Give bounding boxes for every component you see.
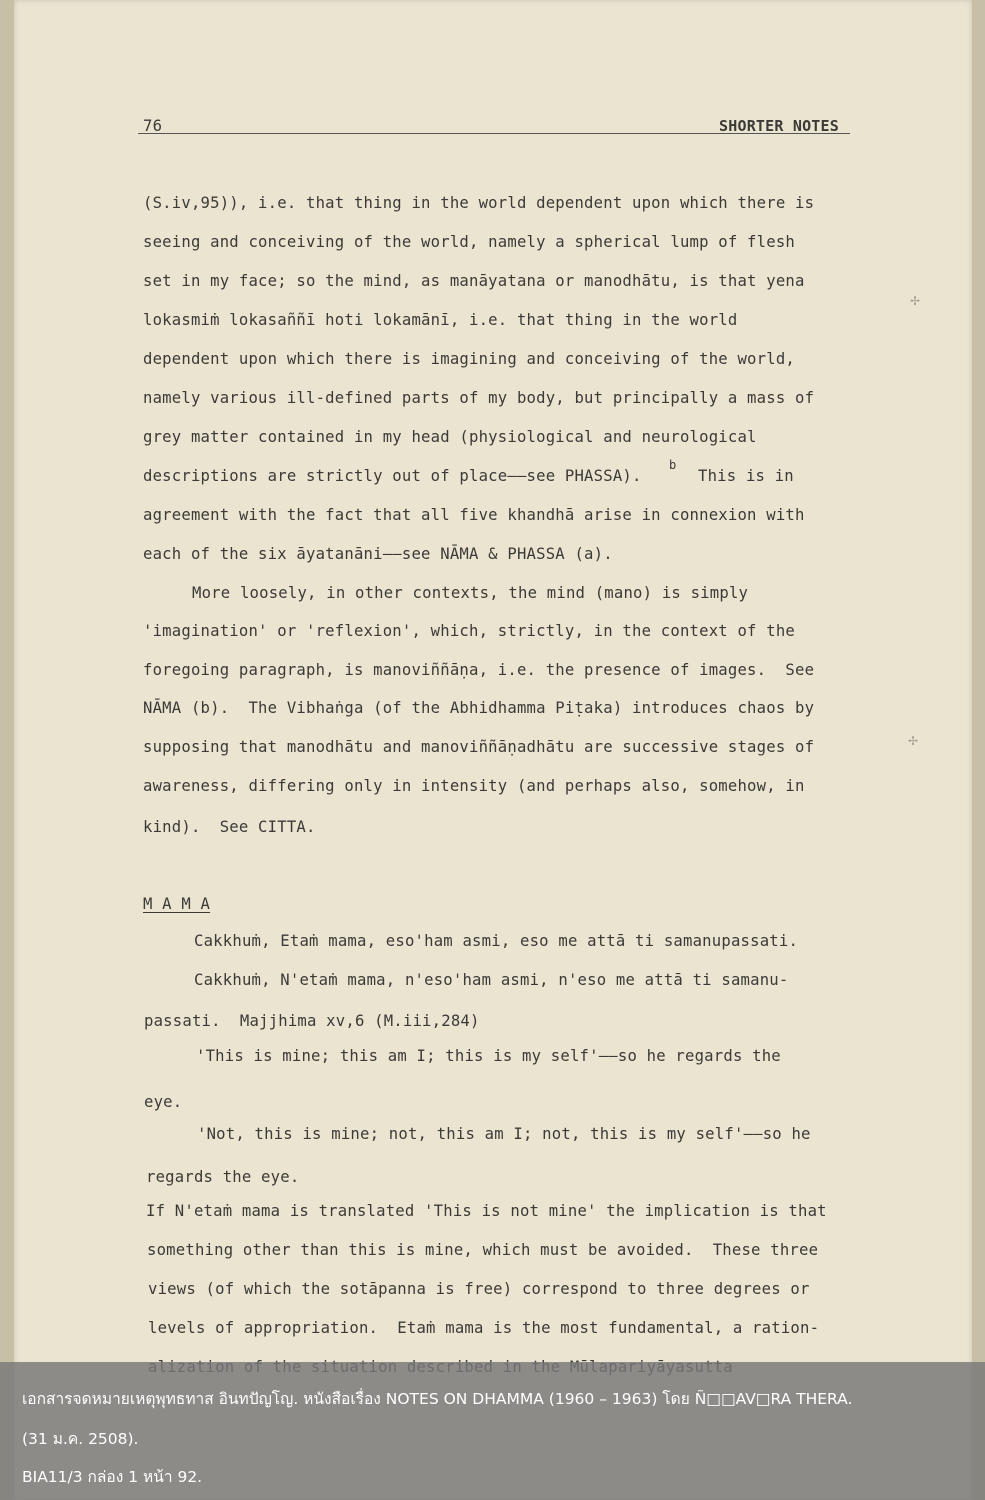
caption-line: (31 ม.ค. 2508).: [22, 1430, 139, 1448]
body-line: agreement with the fact that all five khandhā arise in connexion with: [143, 506, 805, 524]
body-line: namely various ill-defined parts of my body, but principally a mass of: [143, 389, 815, 407]
body-line: (S.iv,95)), i.e. that thing in the world dependent upon which there is: [143, 194, 815, 212]
body-line: lokasmiṁ lokasaññī hoti lokamānī, i.e. that thing in the world: [143, 311, 738, 329]
body-line: seeing and conceiving of the world, namely a spherical lump of flesh: [143, 233, 795, 251]
caption-overlay: [0, 1362, 985, 1500]
mama-line: If N'etaṁ mama is translated 'This is not mine' the implication is that: [146, 1202, 827, 1220]
body-line: More loosely, in other contexts, the mind (mano) is simply: [192, 584, 749, 602]
body-line: awareness, differing only in intensity (and perhaps also, somehow, in: [143, 777, 805, 795]
caption-line: BIA11/3 กล่อง 1 หน้า 92.: [22, 1468, 203, 1486]
body-line: descriptions are strictly out of place——see PHASSA).: [143, 467, 642, 485]
mama-line: 'Not, this is mine; not, this am I; not, this is my self'——so he: [197, 1125, 811, 1143]
mama-line: levels of appropriation. Etaṁ mama is the most fundamental, a ration-: [148, 1319, 820, 1337]
body-line-tail: This is in: [698, 467, 794, 485]
body-line: NĀMA (b). The Vibhaṅga (of the Abhidhamma Piṭaka) introduces chaos by: [143, 699, 815, 717]
page-number: 76: [143, 117, 163, 135]
body-line: kind). See CITTA.: [143, 818, 316, 836]
running-header: SHORTER NOTES: [719, 117, 839, 135]
mama-line: regards the eye.: [146, 1168, 300, 1186]
body-line: set in my face; so the mind, as manāyatana or manodhātu, is that yena: [143, 272, 805, 290]
body-line: dependent upon which there is imagining and conceiving of the world,: [143, 350, 795, 368]
footnote-marker: b: [669, 458, 677, 472]
body-line: grey matter contained in my head (physiological and neurological: [143, 428, 757, 446]
mama-line: something other than this is mine, which must be avoided. These three: [147, 1241, 819, 1259]
mama-line: 'This is mine; this am I; this is my self'——so he regards the: [196, 1047, 781, 1065]
caption-line: เอกสารจดหมายเหตุพุทธทาส อินทปัญโญ. หนังสือเรื่อง NOTES ON DHAMMA (1960 – 1963) โดย Ñ□□AV□RA THERA.: [22, 1390, 853, 1408]
scan-edge-left: [0, 0, 14, 1500]
mama-line: views (of which the sotāpanna is free) correspond to three degrees or: [148, 1280, 810, 1298]
scan-mark: ✢: [908, 734, 919, 748]
body-line: foregoing paragraph, is manoviññāṇa, i.e. the presence of images. See: [143, 661, 815, 679]
scan-edge-right: [972, 0, 985, 1500]
mama-line: Cakkhuṁ, N'etaṁ mama, n'eso'ham asmi, n'eso me attā ti samanu-: [194, 971, 789, 989]
body-line: 'imagination' or 'reflexion', which, strictly, in the context of the: [143, 622, 795, 640]
body-line: each of the six āyatanāni——see NĀMA & PHASSA (a).: [143, 545, 613, 563]
scan-mark: ✢: [910, 294, 921, 308]
mama-line: passati. Majjhima xv,6 (M.iii,284): [144, 1012, 480, 1030]
section-heading: M A M A: [143, 895, 211, 913]
header-rule: [138, 133, 850, 134]
mama-line: eye.: [144, 1093, 183, 1111]
body-line: supposing that manodhātu and manoviññāṇadhātu are successive stages of: [143, 738, 815, 756]
mama-line: Cakkhuṁ, Etaṁ mama, eso'ham asmi, eso me attā ti samanupassati.: [194, 932, 799, 950]
